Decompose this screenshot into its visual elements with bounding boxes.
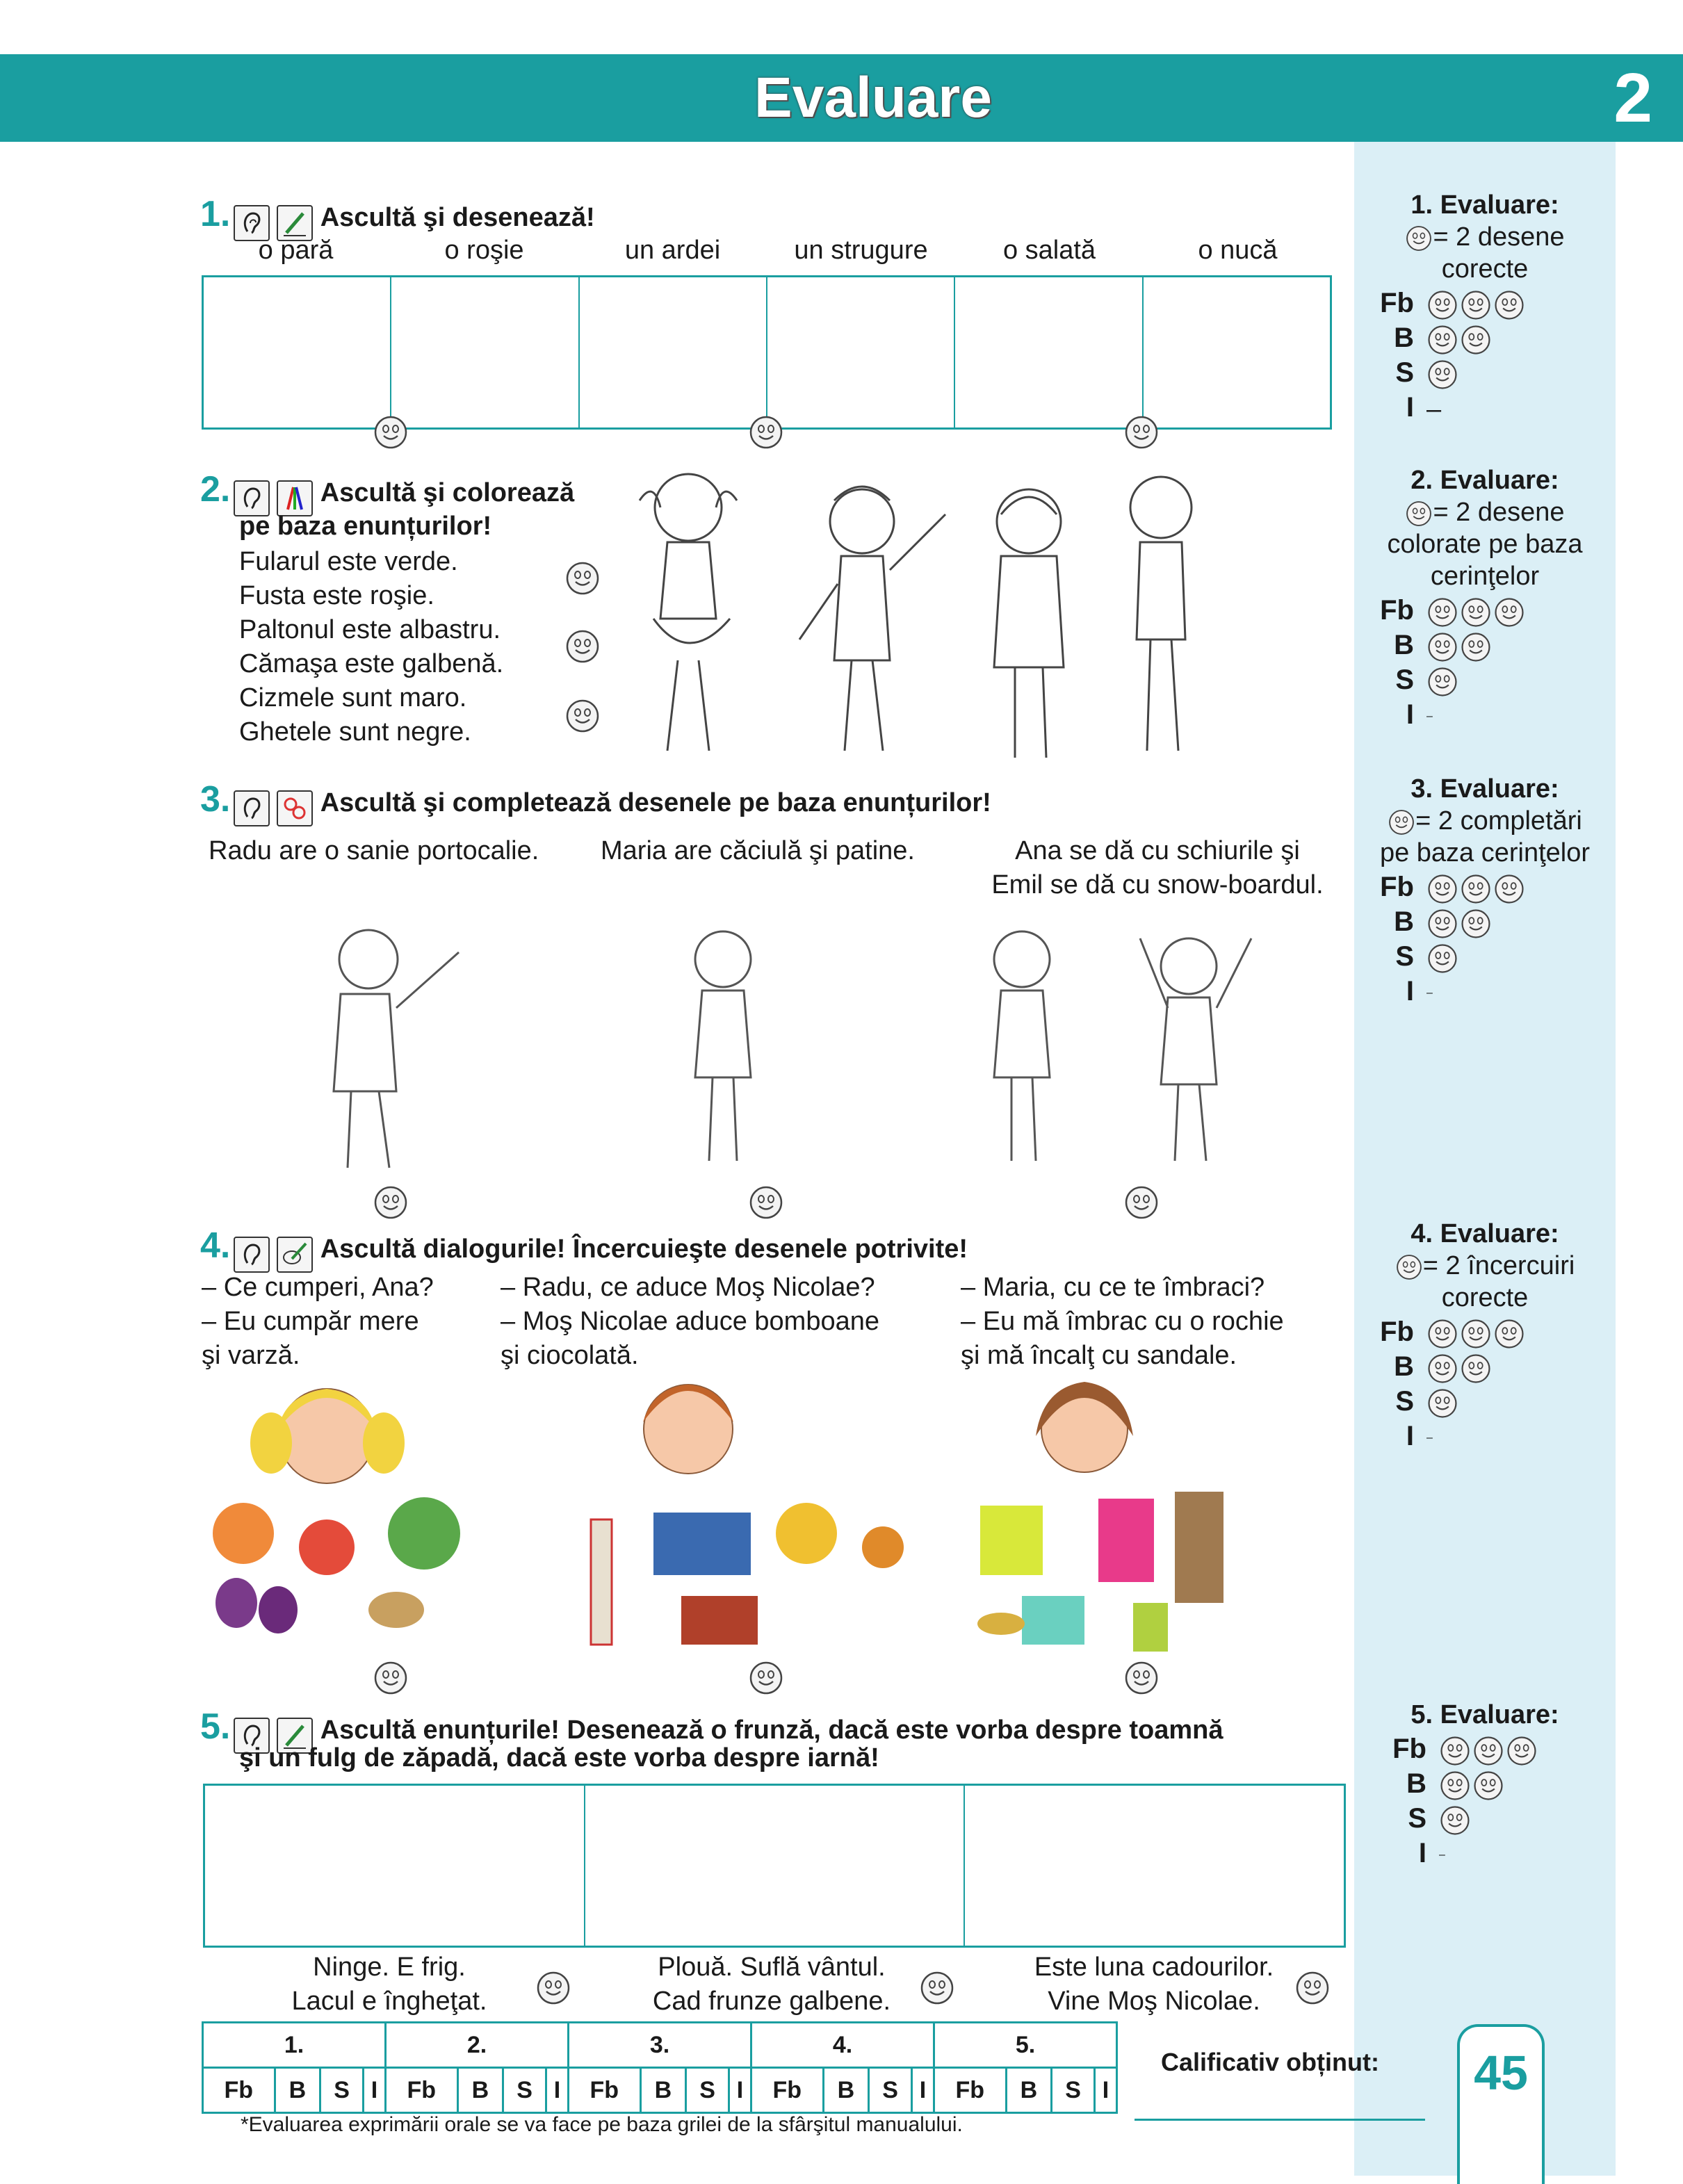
- ex3-text-3: [973, 834, 1342, 902]
- level-dash: –: [1426, 394, 1442, 424]
- radu-face: [643, 1385, 733, 1474]
- ev3-block: [1354, 773, 1616, 869]
- drawing-box[interactable]: [585, 1786, 966, 1946]
- one-smiley: [1426, 357, 1458, 392]
- page-number: 45: [1474, 2046, 1528, 2100]
- circle-pencil-icon: [277, 1237, 313, 1273]
- ex2-line: Fusta este roşie.: [239, 581, 434, 610]
- smiley-icon: [1405, 500, 1433, 528]
- clothes: [977, 1492, 1223, 1652]
- ex3-text-1: Radu are o sanie portocalie.: [209, 836, 539, 865]
- one-smiley: [1426, 665, 1458, 699]
- drawing-box[interactable]: [767, 277, 955, 427]
- two-smileys: [1426, 323, 1492, 357]
- smiley-icon: [1405, 225, 1433, 252]
- ana-figure: [994, 931, 1050, 1161]
- ev-desc: pe baza cerinţelor: [1379, 838, 1591, 867]
- header-band: [0, 54, 1683, 142]
- level-dash: –: [1426, 987, 1433, 999]
- three-smileys: [1439, 1734, 1538, 1768]
- result-line[interactable]: [1135, 2119, 1425, 2121]
- dialog-line: – Moş Nicolae aduce bomboane: [501, 1307, 880, 1336]
- ev-title: 1. Evaluare:: [1410, 190, 1559, 220]
- smiley-icon: [1395, 1253, 1423, 1281]
- dialog-line: şi mă încalţ cu sandale.: [961, 1341, 1237, 1370]
- two-smileys: [1426, 630, 1492, 665]
- score-cell[interactable]: B: [1006, 2068, 1052, 2113]
- dialog-line: – Ce cumperi, Ana?: [202, 1273, 434, 1302]
- ev-title: 3. Evaluare:: [1410, 774, 1559, 804]
- one-smiley: [1426, 1386, 1458, 1421]
- boy-scarf-figure: [799, 487, 945, 751]
- ex2-line: Cămaşa este galbenă.: [239, 649, 504, 678]
- ear-icon: [234, 480, 270, 516]
- ev-title: 2. Evaluare:: [1410, 466, 1559, 495]
- score-header: 1.: [203, 2023, 386, 2068]
- ex3-number: 3.: [200, 779, 231, 820]
- level-i: I: [1406, 976, 1414, 1007]
- level-s: S: [1395, 357, 1414, 388]
- ex2-number: 2.: [200, 469, 231, 510]
- ev-desc: cerinţelor: [1430, 562, 1540, 591]
- ex3-instruction: Ascultă şi completează desenele pe baza enunțurilor!: [320, 788, 991, 817]
- level-s: S: [1408, 1803, 1426, 1834]
- ex2-line: Ghetele sunt negre.: [239, 717, 471, 747]
- ex1-instruction: Ascultă şi desenează!: [320, 203, 595, 232]
- level-fb: Fb: [1380, 288, 1414, 318]
- ex5-caption-2: [626, 1950, 918, 2019]
- pencils-icon: [277, 790, 313, 826]
- girl-coat-figure: [994, 489, 1064, 758]
- ex5-instruction-1: Ascultă enunțurile! Desenează o frunză, dacă este vorba despre toamnă: [320, 1716, 1223, 1745]
- ex5-number: 5.: [200, 1706, 231, 1747]
- level-b: B: [1406, 1768, 1426, 1799]
- emil-figure: [1140, 938, 1251, 1161]
- score-cell[interactable]: S: [503, 2068, 546, 2113]
- ex2-lines: [239, 545, 503, 749]
- page-number-box: [1457, 2024, 1545, 2184]
- smiley-icon: [748, 414, 784, 450]
- one-smiley: [1426, 941, 1458, 976]
- score-cell[interactable]: Fb: [934, 2068, 1007, 2113]
- ev5-levels: [1367, 1734, 1628, 1868]
- level-s: S: [1395, 665, 1414, 695]
- level-b: B: [1394, 323, 1414, 353]
- smiley-icon: [373, 414, 409, 450]
- evaluation-sidebar: [1354, 142, 1616, 2176]
- three-smileys: [1426, 595, 1525, 630]
- ex1-item: un ardei: [624, 236, 721, 265]
- dialog-line: – Radu, ce aduce Moş Nicolae?: [501, 1273, 875, 1302]
- score-cell[interactable]: S: [1052, 2068, 1095, 2113]
- ex1-items: [202, 234, 1332, 268]
- smiley-icon: [373, 1184, 409, 1221]
- smiley-icon: [1388, 808, 1415, 836]
- dialog-line: şi ciocolată.: [501, 1341, 639, 1370]
- level-s: S: [1395, 1386, 1414, 1417]
- smiley-icon: [1123, 414, 1160, 450]
- caption-line: Cad frunze galbene.: [652, 1987, 891, 2016]
- ana-face: [250, 1389, 405, 1483]
- ex3-text-2: Maria are căciulă şi patine.: [601, 836, 915, 865]
- level-i: I: [1406, 699, 1414, 730]
- dialog-line: – Eu cumpăr mere: [202, 1307, 419, 1336]
- drawing-box[interactable]: [205, 1786, 585, 1946]
- ev-title: 4. Evaluare:: [1410, 1219, 1559, 1248]
- ex2-heading: [200, 468, 574, 516]
- caption-line: Ninge. E frig.: [313, 1953, 466, 1982]
- score-cell[interactable]: S: [686, 2068, 729, 2113]
- score-header: 5.: [934, 2023, 1117, 2068]
- caption-line: Este luna cadourilor.: [1034, 1953, 1274, 1982]
- ex3-heading: [200, 779, 991, 826]
- ex2-line: Cizmele sunt maro.: [239, 683, 467, 712]
- drawing-box[interactable]: [965, 1786, 1344, 1946]
- ex1-item: un strugure: [794, 236, 928, 265]
- ex4-dialog-2: [501, 1271, 879, 1373]
- caption-line: Plouă. Suflă vântul.: [658, 1953, 886, 1982]
- ev-desc: = 2 desene: [1433, 222, 1565, 252]
- ex5-drawing-grid[interactable]: [203, 1784, 1346, 1948]
- level-dash: –: [1426, 1432, 1433, 1444]
- ex5-instruction-2: şi un fulg de zăpadă, dacă este vorba despre iarnă!: [239, 1743, 879, 1773]
- one-smiley: [1439, 1803, 1471, 1838]
- level-fb: Fb: [1392, 1734, 1426, 1764]
- ex5-caption-1: [250, 1950, 528, 2019]
- caption-line: Lacul e îngheţat.: [291, 1987, 487, 2016]
- level-i: I: [1406, 1421, 1414, 1451]
- two-smileys: [1426, 906, 1492, 941]
- ex2-children-illustration[interactable]: [612, 459, 1307, 779]
- fruits-vegetables: [213, 1497, 460, 1633]
- level-b: B: [1394, 1351, 1414, 1382]
- score-cell[interactable]: B: [640, 2068, 686, 2113]
- smiley-icon: [564, 698, 601, 734]
- drawing-box[interactable]: [955, 277, 1143, 427]
- score-header: 4.: [751, 2023, 934, 2068]
- ex1-item: o salată: [1002, 236, 1096, 265]
- ev2-block: [1354, 464, 1616, 592]
- ex1-item: o nucă: [1198, 236, 1278, 265]
- level-fb: Fb: [1380, 872, 1414, 902]
- ev2-levels: [1354, 595, 1616, 730]
- ex2-instruction-2: pe baza enunțurilor!: [239, 512, 492, 541]
- caption-line: Vine Moş Nicolae.: [1048, 1987, 1260, 2016]
- ex4-illustrations[interactable]: [202, 1374, 1342, 1652]
- three-smileys: [1426, 872, 1525, 906]
- ev-desc: = 2 desene: [1433, 498, 1565, 527]
- two-smileys: [1426, 1351, 1492, 1386]
- ex4-number: 4.: [200, 1225, 231, 1266]
- score-cell[interactable]: I: [911, 2068, 934, 2113]
- drawing-box[interactable]: [391, 277, 579, 427]
- unit-number: 2: [1613, 59, 1652, 137]
- ear-icon: [234, 1237, 270, 1273]
- ev-desc: corecte: [1441, 1283, 1529, 1312]
- ev-desc: colorate pe baza: [1387, 530, 1583, 559]
- radu-figure: [334, 930, 459, 1168]
- level-fb: Fb: [1380, 595, 1414, 626]
- level-b: B: [1394, 906, 1414, 937]
- ex3-text-line: Emil se dă cu snow-boardul.: [991, 870, 1324, 899]
- ex3-text-line: Ana se dă cu schiurile şi: [1015, 836, 1300, 865]
- smiley-icon: [564, 628, 601, 665]
- two-smileys: [1439, 1768, 1504, 1803]
- smiley-icon: [1294, 1970, 1331, 2006]
- level-dash: –: [1426, 710, 1433, 722]
- score-cell[interactable]: B: [823, 2068, 869, 2113]
- ex2-instruction-1: Ascultă şi colorează: [320, 478, 575, 507]
- ev-desc: corecte: [1441, 254, 1529, 284]
- ev-title: 5. Evaluare:: [1410, 1700, 1559, 1729]
- ev5-block: [1354, 1699, 1616, 1731]
- drawing-box[interactable]: [204, 277, 391, 427]
- ex1-number: 1.: [200, 194, 231, 234]
- three-smileys: [1426, 1317, 1525, 1351]
- ex2-line: Paltonul este albastru.: [239, 615, 501, 644]
- score-table: [202, 2021, 1118, 2114]
- smiley-icon: [1123, 1660, 1160, 1696]
- level-dash: –: [1439, 1849, 1445, 1861]
- maria-figure: [695, 931, 751, 1161]
- smiley-icon: [1123, 1184, 1160, 1221]
- smiley-icon: [373, 1660, 409, 1696]
- crayons-icon: [277, 480, 313, 516]
- score-header-row: [203, 2023, 1117, 2068]
- level-s: S: [1395, 941, 1414, 972]
- score-header: 2.: [386, 2023, 569, 2068]
- ex3-children-illustration[interactable]: [292, 911, 1279, 1175]
- ev-desc: = 2 completări: [1415, 806, 1582, 836]
- smiley-icon: [919, 1970, 955, 2006]
- level-i: I: [1418, 1838, 1426, 1868]
- result-label: Calificativ obținut:: [1161, 2048, 1379, 2076]
- boy-shirt-figure: [1130, 477, 1192, 751]
- ev4-block: [1354, 1218, 1616, 1314]
- ex4-dialog-3: [961, 1271, 1284, 1373]
- score-cell[interactable]: B: [457, 2068, 503, 2113]
- smiley-icon: [564, 560, 601, 596]
- ex2-line: Fularul este verde.: [239, 547, 458, 576]
- score-cell[interactable]: I: [546, 2068, 568, 2113]
- score-cell[interactable]: S: [320, 2068, 364, 2113]
- score-cell[interactable]: I: [729, 2068, 751, 2113]
- score-level-row: [203, 2068, 1117, 2113]
- level-i: I: [1406, 392, 1414, 423]
- toys-sweets: [591, 1503, 904, 1645]
- dialog-line: – Eu mă îmbrac cu o rochie: [961, 1307, 1284, 1336]
- level-fb: Fb: [1380, 1317, 1414, 1347]
- ev1-levels: [1354, 288, 1616, 423]
- score-cell[interactable]: S: [869, 2068, 912, 2113]
- ex1-item: o roşie: [444, 236, 524, 265]
- ev4-levels: [1354, 1317, 1616, 1451]
- score-cell[interactable]: Fb: [386, 2068, 458, 2113]
- level-b: B: [1394, 630, 1414, 660]
- ear-icon: [234, 790, 270, 826]
- ev-desc: = 2 încercuiri: [1422, 1251, 1575, 1280]
- drawing-box[interactable]: [580, 277, 767, 427]
- drawing-box[interactable]: [1144, 277, 1330, 427]
- ev3-levels: [1354, 872, 1616, 1007]
- footer-note: *Evaluarea exprimării orale se va face pe baza grilei de la sfârşitul manualului.: [241, 2113, 963, 2136]
- score-cell[interactable]: B: [275, 2068, 320, 2113]
- dialog-line: şi varză.: [202, 1341, 300, 1370]
- dialog-line: – Maria, cu ce te îmbraci?: [961, 1273, 1265, 1302]
- maria-face: [1036, 1382, 1133, 1472]
- ex5-caption-3: [1001, 1950, 1307, 2019]
- ex1-drawing-grid[interactable]: [202, 275, 1332, 430]
- score-cell[interactable]: Fb: [751, 2068, 824, 2113]
- ev1-block: [1354, 189, 1616, 285]
- ex4-instruction: Ascultă dialogurile! Încercuieşte desenele potrivite!: [320, 1234, 968, 1264]
- smiley-icon: [748, 1184, 784, 1221]
- ex4-dialog-1: [202, 1271, 434, 1373]
- girl-skirt-figure: [640, 474, 737, 751]
- score-cell[interactable]: Fb: [203, 2068, 275, 2113]
- ex1-item: o pară: [258, 236, 334, 265]
- three-smileys: [1426, 288, 1525, 323]
- score-cell[interactable]: I: [1094, 2068, 1116, 2113]
- page-title: Evaluare: [754, 66, 992, 129]
- score-cell[interactable]: I: [363, 2068, 385, 2113]
- score-cell[interactable]: Fb: [569, 2068, 641, 2113]
- smiley-icon: [535, 1970, 571, 2006]
- smiley-icon: [748, 1660, 784, 1696]
- score-header: 3.: [569, 2023, 751, 2068]
- ex4-heading: [200, 1225, 968, 1273]
